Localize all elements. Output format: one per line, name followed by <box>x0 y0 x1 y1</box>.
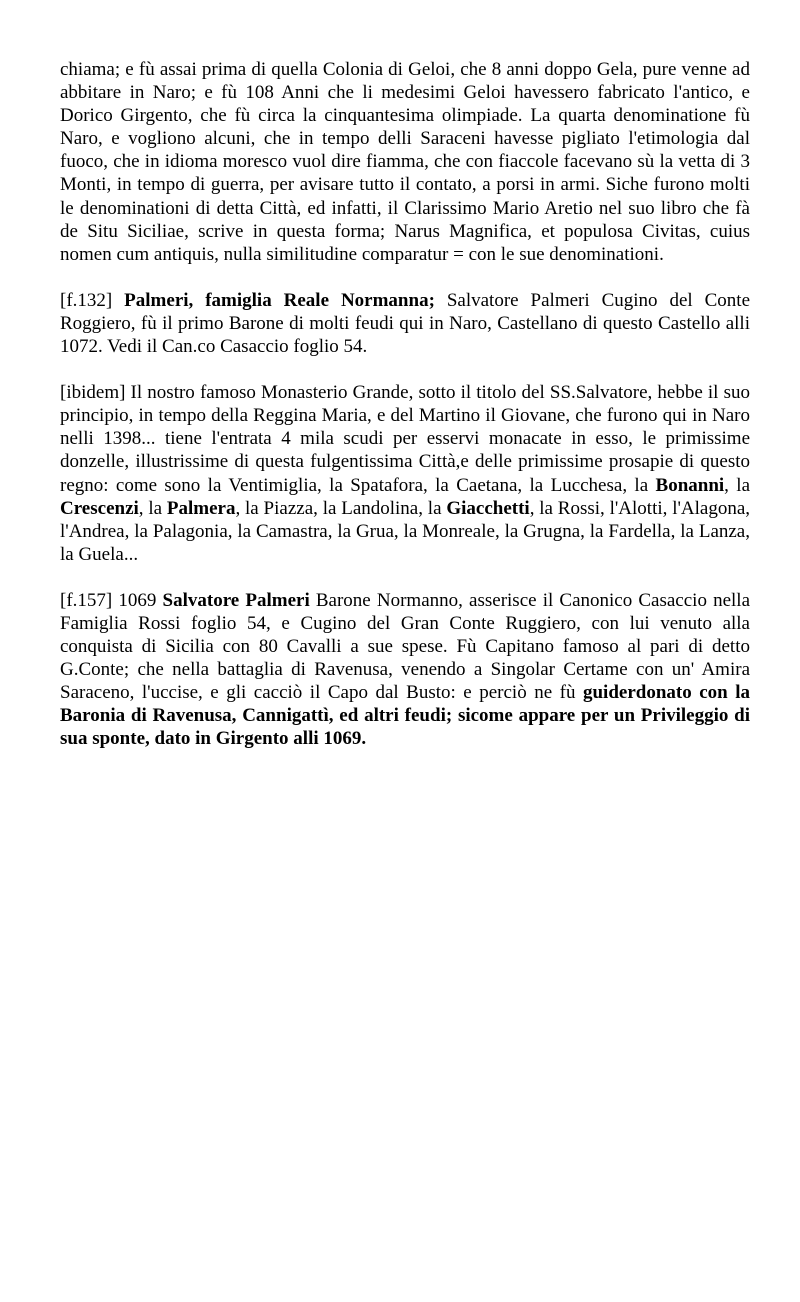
paragraph-naro-denominations <box>60 58 750 266</box>
text-segment: Salvatore Palmeri Cugino del Conte Roggiero, fù il primo Barone di molti feudi qui in Naro, Castellano di questo Castello alli 1072. Vedi il Can.co Casaccio foglio 54. <box>60 289 750 358</box>
paragraph-monasterio-grande <box>60 381 750 566</box>
text-segment: [ibidem] Il nostro famoso Monasterio Grande, sotto il titolo del SS.Salvatore, hebbe il suo principio, in tempo della Reggina Maria, e del Martino il Giovane, che furono qui in Naro nelli 1398... tiene l'entrata 4 mila scudi per esservi monacate in esso, le primissime donzelle, illustrissime di questa fulgentissima Città,e delle primissime prosapie di questo regno: come sono la Ventimiglia, la Spatafora, la Caetana, la Lucchesa, la <box>60 382 750 496</box>
folio-reference: [f.157] 1069 <box>60 589 163 611</box>
bold-name: Crescenzi <box>60 497 139 519</box>
text-segment: , la <box>724 474 750 496</box>
folio-reference: [f.132] <box>60 289 125 311</box>
text-segment: Barone Normanno, asserisce il Canonico Casaccio nella Famiglia Rossi foglio 54, e Cugino del Gran Conte Ruggiero, con lui venuto alla conquista di Sicilia con 80 Cavalli a sue spese. Fù Capitano famoso al pari di detto G.Conte; che nella battaglia di Ravenusa, venendo a Singolar Certame con un' Amira Saraceno, l'uccise, e gli cacciò il Capo dal Busto: e perciò ne fù <box>60 589 751 704</box>
bold-name: Palmera <box>166 497 236 519</box>
text-segment: chiama; e fù assai prima di quella Colonia di Geloi, che 8 anni doppo Gela, pure venne ad abbitare in Naro; e fù 108 Anni che li medesimi Geloi havessero fabricato l'antico, e Dorico Girgento, che fù circa la cinquantesima olimpiade. La quarta denominatione fù Naro, e vogliono alcuni, che in tempo delli Saraceni havesse pigliato l'etimologia dal fuoco, che in idioma moresco vuol dire fiamma, che con fiaccole facevano sù la vetta di 3 Monti, in tempo di guerra, per avisare tutto il contato, a porsi in armi. Siche furono molti le denominationi di detta Città, ed infatti, il Clarissimo Mario Aretio nel suo libro che fà de Situ Siciliae, scrive in questa forma; Narus Magnifica, et populosa Civitas, cuius nomen cum antiquis, nulla similitudine comparatur = con le sue denominationi. <box>60 59 750 265</box>
bold-passage: guiderdonato con la Baronia di Ravenusa, Cannigattì, ed altri feudi; sicome appare per un Privileggio di sua sponte, dato in Girgento alli 1069. <box>60 682 750 750</box>
text-segment: , la Rossi, l'Alotti, l'Alagona, l'Andrea, la Palagonia, la Camastra, la Grua, la Monreale, la Grugna, la Fardella, la Lanza, la Guela... <box>60 497 751 565</box>
bold-name: Salvatore Palmeri <box>162 589 310 611</box>
text-segment: , la Piazza, la Landolina, la <box>235 497 447 519</box>
text-segment: , la <box>138 497 167 519</box>
paragraph-palmeri-family <box>60 289 750 358</box>
bold-heading: Palmeri, famiglia Reale Normanna; <box>124 289 435 311</box>
document-page <box>60 58 750 774</box>
bold-name: Giacchetti <box>446 497 530 519</box>
bold-name: Bonanni <box>655 474 725 496</box>
paragraph-salvatore-palmeri <box>60 589 750 751</box>
